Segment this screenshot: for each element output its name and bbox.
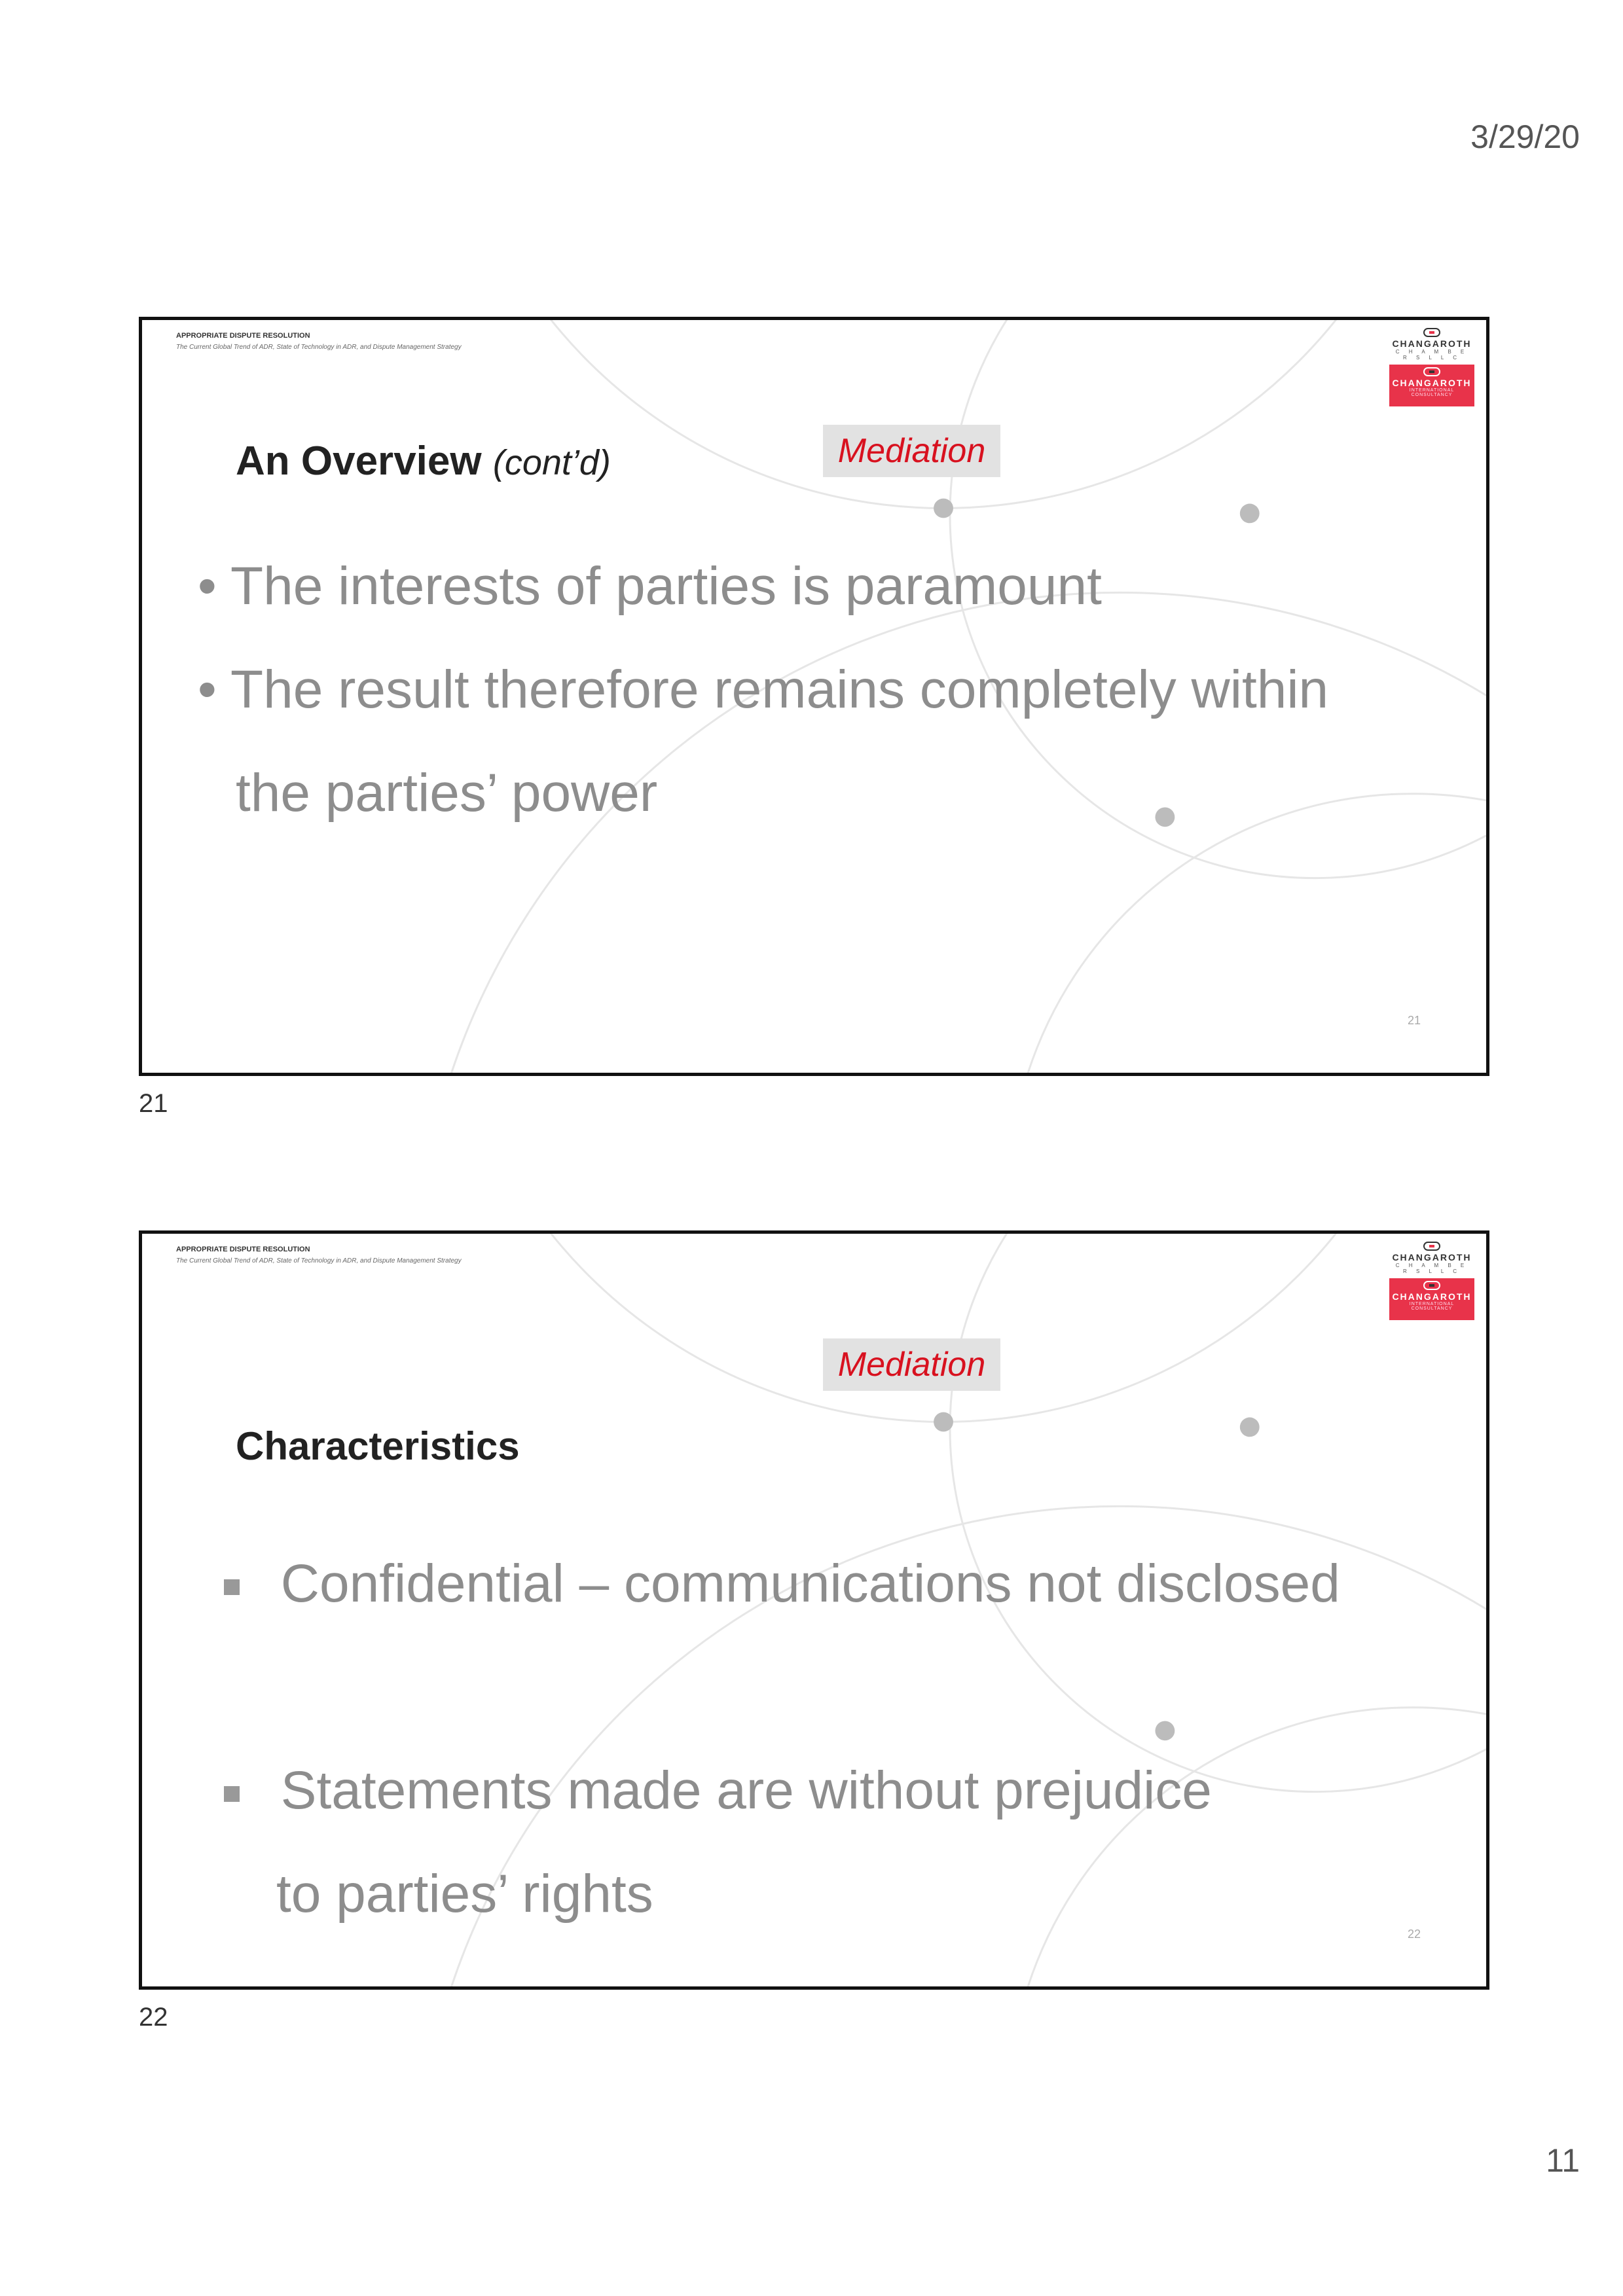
logo-mark-icon bbox=[1423, 1281, 1440, 1290]
bullet-item: Statements made are without prejudice bbox=[224, 1760, 1212, 1821]
slide-number: 21 bbox=[1407, 1014, 1421, 1027]
slide-caption: 22 bbox=[139, 2003, 168, 2032]
bullet-item: • The result therefore remains completely within bbox=[198, 660, 1329, 719]
logo-mark-icon bbox=[1423, 1242, 1440, 1251]
header-subtitle: The Current Global Trend of ADR, State of Technology in ADR, and Dispute Management Strategy bbox=[176, 1257, 462, 1265]
bullet-continuation: to parties’ rights bbox=[276, 1864, 653, 1924]
bullet-item: • The interests of parties is paramount bbox=[198, 556, 1102, 616]
slide-21 bbox=[139, 317, 1489, 1076]
header-subtitle: The Current Global Trend of ADR, State of Technology in ADR, and Dispute Management Strategy bbox=[176, 344, 462, 351]
topic-tag: Mediation bbox=[823, 425, 1000, 477]
logo-mark-icon bbox=[1423, 367, 1440, 376]
page-number: 11 bbox=[1546, 2142, 1580, 2179]
changaroth-logo: CHANGAROTH C H A M B E R S L L C CHANGAROTH INTERNATIONAL CONSULTANCY bbox=[1389, 328, 1474, 406]
logo-mark-icon bbox=[1423, 328, 1440, 337]
slide-number: 22 bbox=[1407, 1928, 1421, 1941]
slide-22 bbox=[139, 1230, 1489, 1990]
bullet-item: Confidential – communications not disclosed bbox=[224, 1553, 1340, 1615]
slide-heading: Characteristics bbox=[236, 1424, 520, 1468]
page-date: 3/29/20 bbox=[1470, 118, 1580, 155]
topic-tag: Mediation bbox=[823, 1338, 1000, 1391]
bullet-continuation: the parties’ power bbox=[236, 763, 658, 823]
logo-red-block: CHANGAROTH INTERNATIONAL CONSULTANCY bbox=[1389, 365, 1474, 406]
square-bullet-icon bbox=[224, 1579, 240, 1595]
changaroth-logo: CHANGAROTH C H A M B E R S L L C CHANGAROTH INTERNATIONAL CONSULTANCY bbox=[1389, 1242, 1474, 1320]
slide-caption: 21 bbox=[139, 1089, 168, 1118]
header-title: APPROPRIATE DISPUTE RESOLUTION bbox=[176, 332, 310, 340]
slide-heading: An Overview (cont’d) bbox=[236, 439, 611, 484]
header-title: APPROPRIATE DISPUTE RESOLUTION bbox=[176, 1246, 310, 1253]
square-bullet-icon bbox=[224, 1786, 240, 1802]
logo-red-block: CHANGAROTH INTERNATIONAL CONSULTANCY bbox=[1389, 1278, 1474, 1320]
